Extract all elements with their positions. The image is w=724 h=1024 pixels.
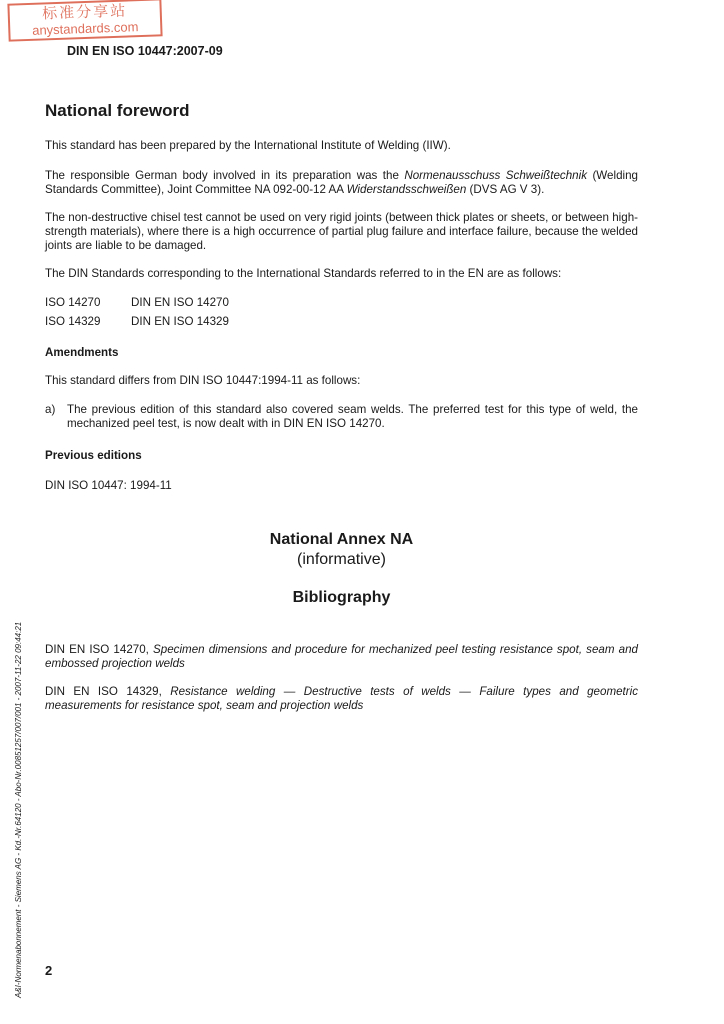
- section-heading: Amendments: [45, 346, 119, 359]
- text: Normenausschuss Schweißtechnik: [404, 169, 587, 182]
- reference-item: [45, 643, 638, 671]
- text: (DVS AG V 3).: [466, 183, 545, 196]
- text: (Welding Standards Committee), Joint Committee NA 092-00-12 AA: [45, 169, 638, 196]
- cell: DIN EN ISO 14270: [131, 295, 229, 309]
- paragraph: DIN ISO 10447: 1994-11: [45, 479, 172, 492]
- text: Resistance welding — Destructive tests of welds — Failure types and geometric measurements for resistance spot, seam and projection welds: [45, 685, 639, 712]
- annex-title: National Annex NA: [269, 531, 414, 548]
- text: DIN EN ISO 14270,: [45, 643, 154, 656]
- side-note: A&I-Normenabonnement - Siemens AG - Kd.-Nr.64120 - Abo-Nr.00851257/007/001 - 2007-11-22 09:44:21: [14, 621, 23, 998]
- correspondence-table: [45, 293, 229, 331]
- table-row: [45, 312, 229, 331]
- stamp-chinese: 标准分享站: [41, 1, 128, 23]
- paragraph: The DIN Standards corresponding to the International Standards referred to in the EN are as follows:: [45, 267, 562, 280]
- watermark-stamp: [7, 0, 162, 42]
- section-heading: Previous editions: [45, 449, 142, 462]
- text: The responsible German body involved in its preparation was the: [45, 169, 405, 182]
- text: Widerstandsschweißen: [346, 183, 467, 196]
- list-item: The previous edition of this standard also covered seam welds. The preferred test for this type of weld, the mechanized peel test, is now dealt with in DIN EN ISO 14270.: [67, 403, 638, 430]
- stamp-site: anystandards.com: [31, 19, 139, 38]
- annex-subtitle: (informative): [297, 551, 386, 568]
- table-row: [45, 293, 229, 312]
- cell: ISO 14270: [45, 295, 101, 309]
- cell: ISO 14329: [45, 314, 101, 328]
- reference-item: [45, 685, 638, 713]
- bibliography-title: Bibliography: [292, 589, 391, 606]
- paragraph: This standard differs from DIN ISO 10447:1994-11 as follows:: [45, 374, 361, 387]
- document-id: DIN EN ISO 10447:2007-09: [67, 44, 223, 58]
- text: Specimen dimensions and procedure for mechanized peel testing resistance spot, seam and embossed projection welds: [45, 643, 638, 670]
- paragraph: The non-destructive chisel test cannot be used on very rigid joints (between thick plates or sheets, or between high-strength materials), where there is a high occurrence of partial plug failure and interface failure, because the welded joints are liable to be damaged.: [45, 211, 638, 252]
- paragraph: This standard has been prepared by the International Institute of Welding (IIW).: [45, 139, 451, 152]
- paragraph: [45, 169, 638, 197]
- page-number: 2: [45, 963, 53, 978]
- list-marker: a): [45, 403, 56, 416]
- cell: DIN EN ISO 14329: [131, 314, 229, 328]
- page-title: National foreword: [45, 101, 190, 120]
- text: DIN EN ISO 14329,: [45, 685, 171, 698]
